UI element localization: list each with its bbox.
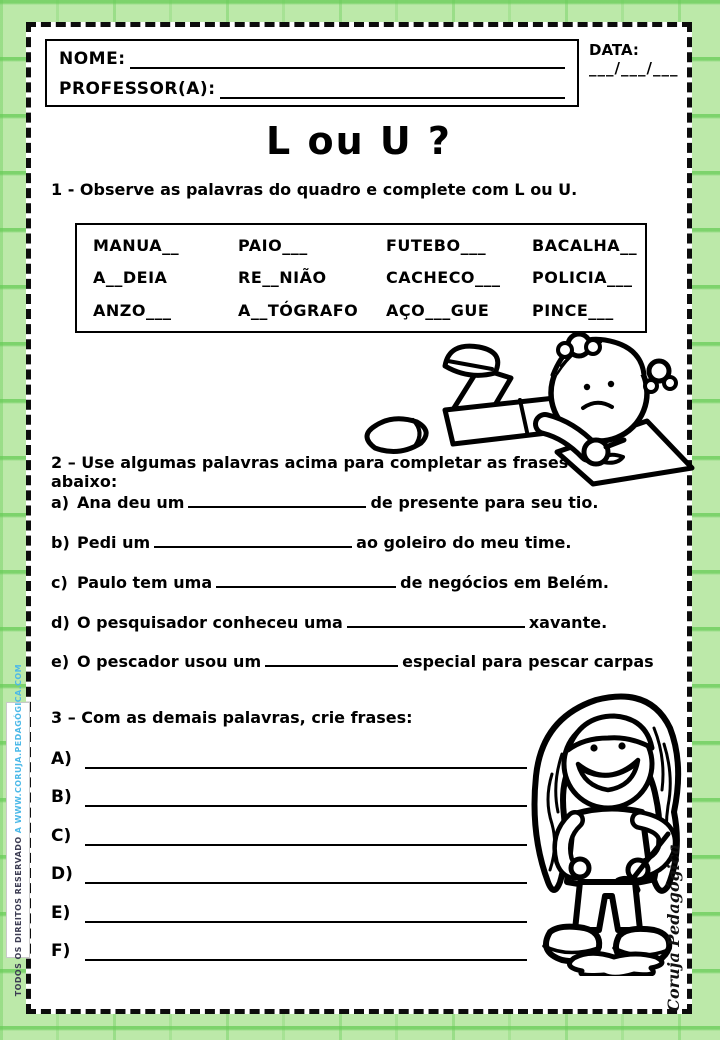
professor-field [59, 79, 565, 99]
site-text: A WWW.CORUJA.PEDAGÓGICA.COM [13, 663, 23, 834]
word-cell: AÇO___GUE [386, 301, 490, 321]
create-line-B [51, 787, 527, 807]
exercise1-instruction: 1 - Observe as palavras do quadro e complete com L ou U. [51, 180, 578, 199]
line-label: A) [51, 749, 72, 769]
exercise2-instruction: 2 – Use algumas palavras acima para completar as frases abaixo: [51, 453, 569, 491]
sentence-before: Pedi um [77, 533, 151, 552]
line-label: E) [51, 903, 71, 923]
word-cell: FUTEBO___ [386, 235, 487, 255]
sentence-before: O pesquisador conheceu uma [77, 613, 343, 632]
line-label: F) [51, 941, 71, 961]
write-line [85, 945, 527, 961]
copyright-text [14, 664, 23, 996]
create-line-A [51, 749, 527, 769]
sentence-before: Paulo tem uma [77, 573, 213, 592]
line-label: C) [51, 826, 72, 846]
write-line [85, 791, 527, 807]
name-write-line [130, 51, 565, 69]
exercise3-instruction: 3 – Com as demais palavras, crie frases: [51, 708, 413, 727]
word-cell: A__DEIA [93, 268, 168, 288]
date-write-line: ___/___/___ [589, 59, 679, 77]
sentence-label: d) [51, 613, 70, 632]
write-line [85, 868, 527, 884]
line-label: D) [51, 864, 73, 884]
header-box [45, 39, 579, 107]
create-line-F [51, 941, 527, 961]
answer-blank [188, 494, 366, 508]
sentence-label: b) [51, 533, 70, 552]
page-title: L ou U ? [266, 119, 452, 163]
sentence-a [51, 493, 598, 512]
word-cell: RE__NIÃO [238, 268, 327, 288]
brand-signature-text: Coruja Pedagógica [663, 844, 683, 1012]
rights-text: TODOS OS DIREITOS RESERVADO [13, 833, 23, 997]
sentence-after: xavante. [528, 613, 608, 632]
brand-signature [660, 842, 686, 1014]
sentence-c [51, 573, 609, 592]
date-field [589, 41, 689, 77]
answer-blank [154, 534, 352, 548]
sentence-b [51, 533, 571, 552]
sentence-e [51, 652, 654, 671]
sentence-after: de negócios em Belém. [400, 573, 609, 592]
sentence-after: especial para pescar carpas [402, 652, 654, 671]
word-cell: MANUA__ [93, 235, 180, 255]
write-line [85, 830, 527, 846]
word-cell: POLICIA___ [532, 268, 633, 288]
write-line [85, 753, 527, 769]
word-cell: ANZO___ [93, 301, 172, 321]
sentence-label: c) [51, 573, 68, 592]
word-cell: CACHECO___ [386, 268, 501, 288]
name-label: NOME: [59, 49, 126, 69]
copyright-watermark [6, 663, 30, 997]
date-label: DATA: [589, 41, 639, 59]
professor-write-line [220, 81, 566, 99]
create-line-E [51, 903, 527, 923]
write-line [85, 907, 527, 923]
sentence-before: Ana deu um [77, 493, 185, 512]
create-line-D [51, 864, 527, 884]
sentence-d [51, 613, 607, 632]
professor-label: PROFESSOR(A): [59, 79, 216, 99]
sentence-before: O pescador usou um [77, 652, 262, 671]
answer-blank [216, 574, 396, 588]
sentence-label: e) [51, 652, 70, 671]
word-cell: PINCE___ [532, 301, 614, 321]
answer-blank [265, 653, 398, 667]
word-cell: A__TÓGRAFO [238, 301, 359, 321]
sentence-label: a) [51, 493, 70, 512]
line-label: B) [51, 787, 72, 807]
create-line-C [51, 826, 527, 846]
sentence-after: de presente para seu tio. [370, 493, 599, 512]
word-cell: BACALHA__ [532, 235, 638, 255]
word-cell: PAIO___ [238, 235, 308, 255]
sentence-after: ao goleiro do meu time. [356, 533, 572, 552]
answer-blank [347, 614, 525, 628]
name-field [59, 49, 565, 69]
worksheet-page [26, 22, 692, 1014]
word-table [75, 223, 647, 333]
